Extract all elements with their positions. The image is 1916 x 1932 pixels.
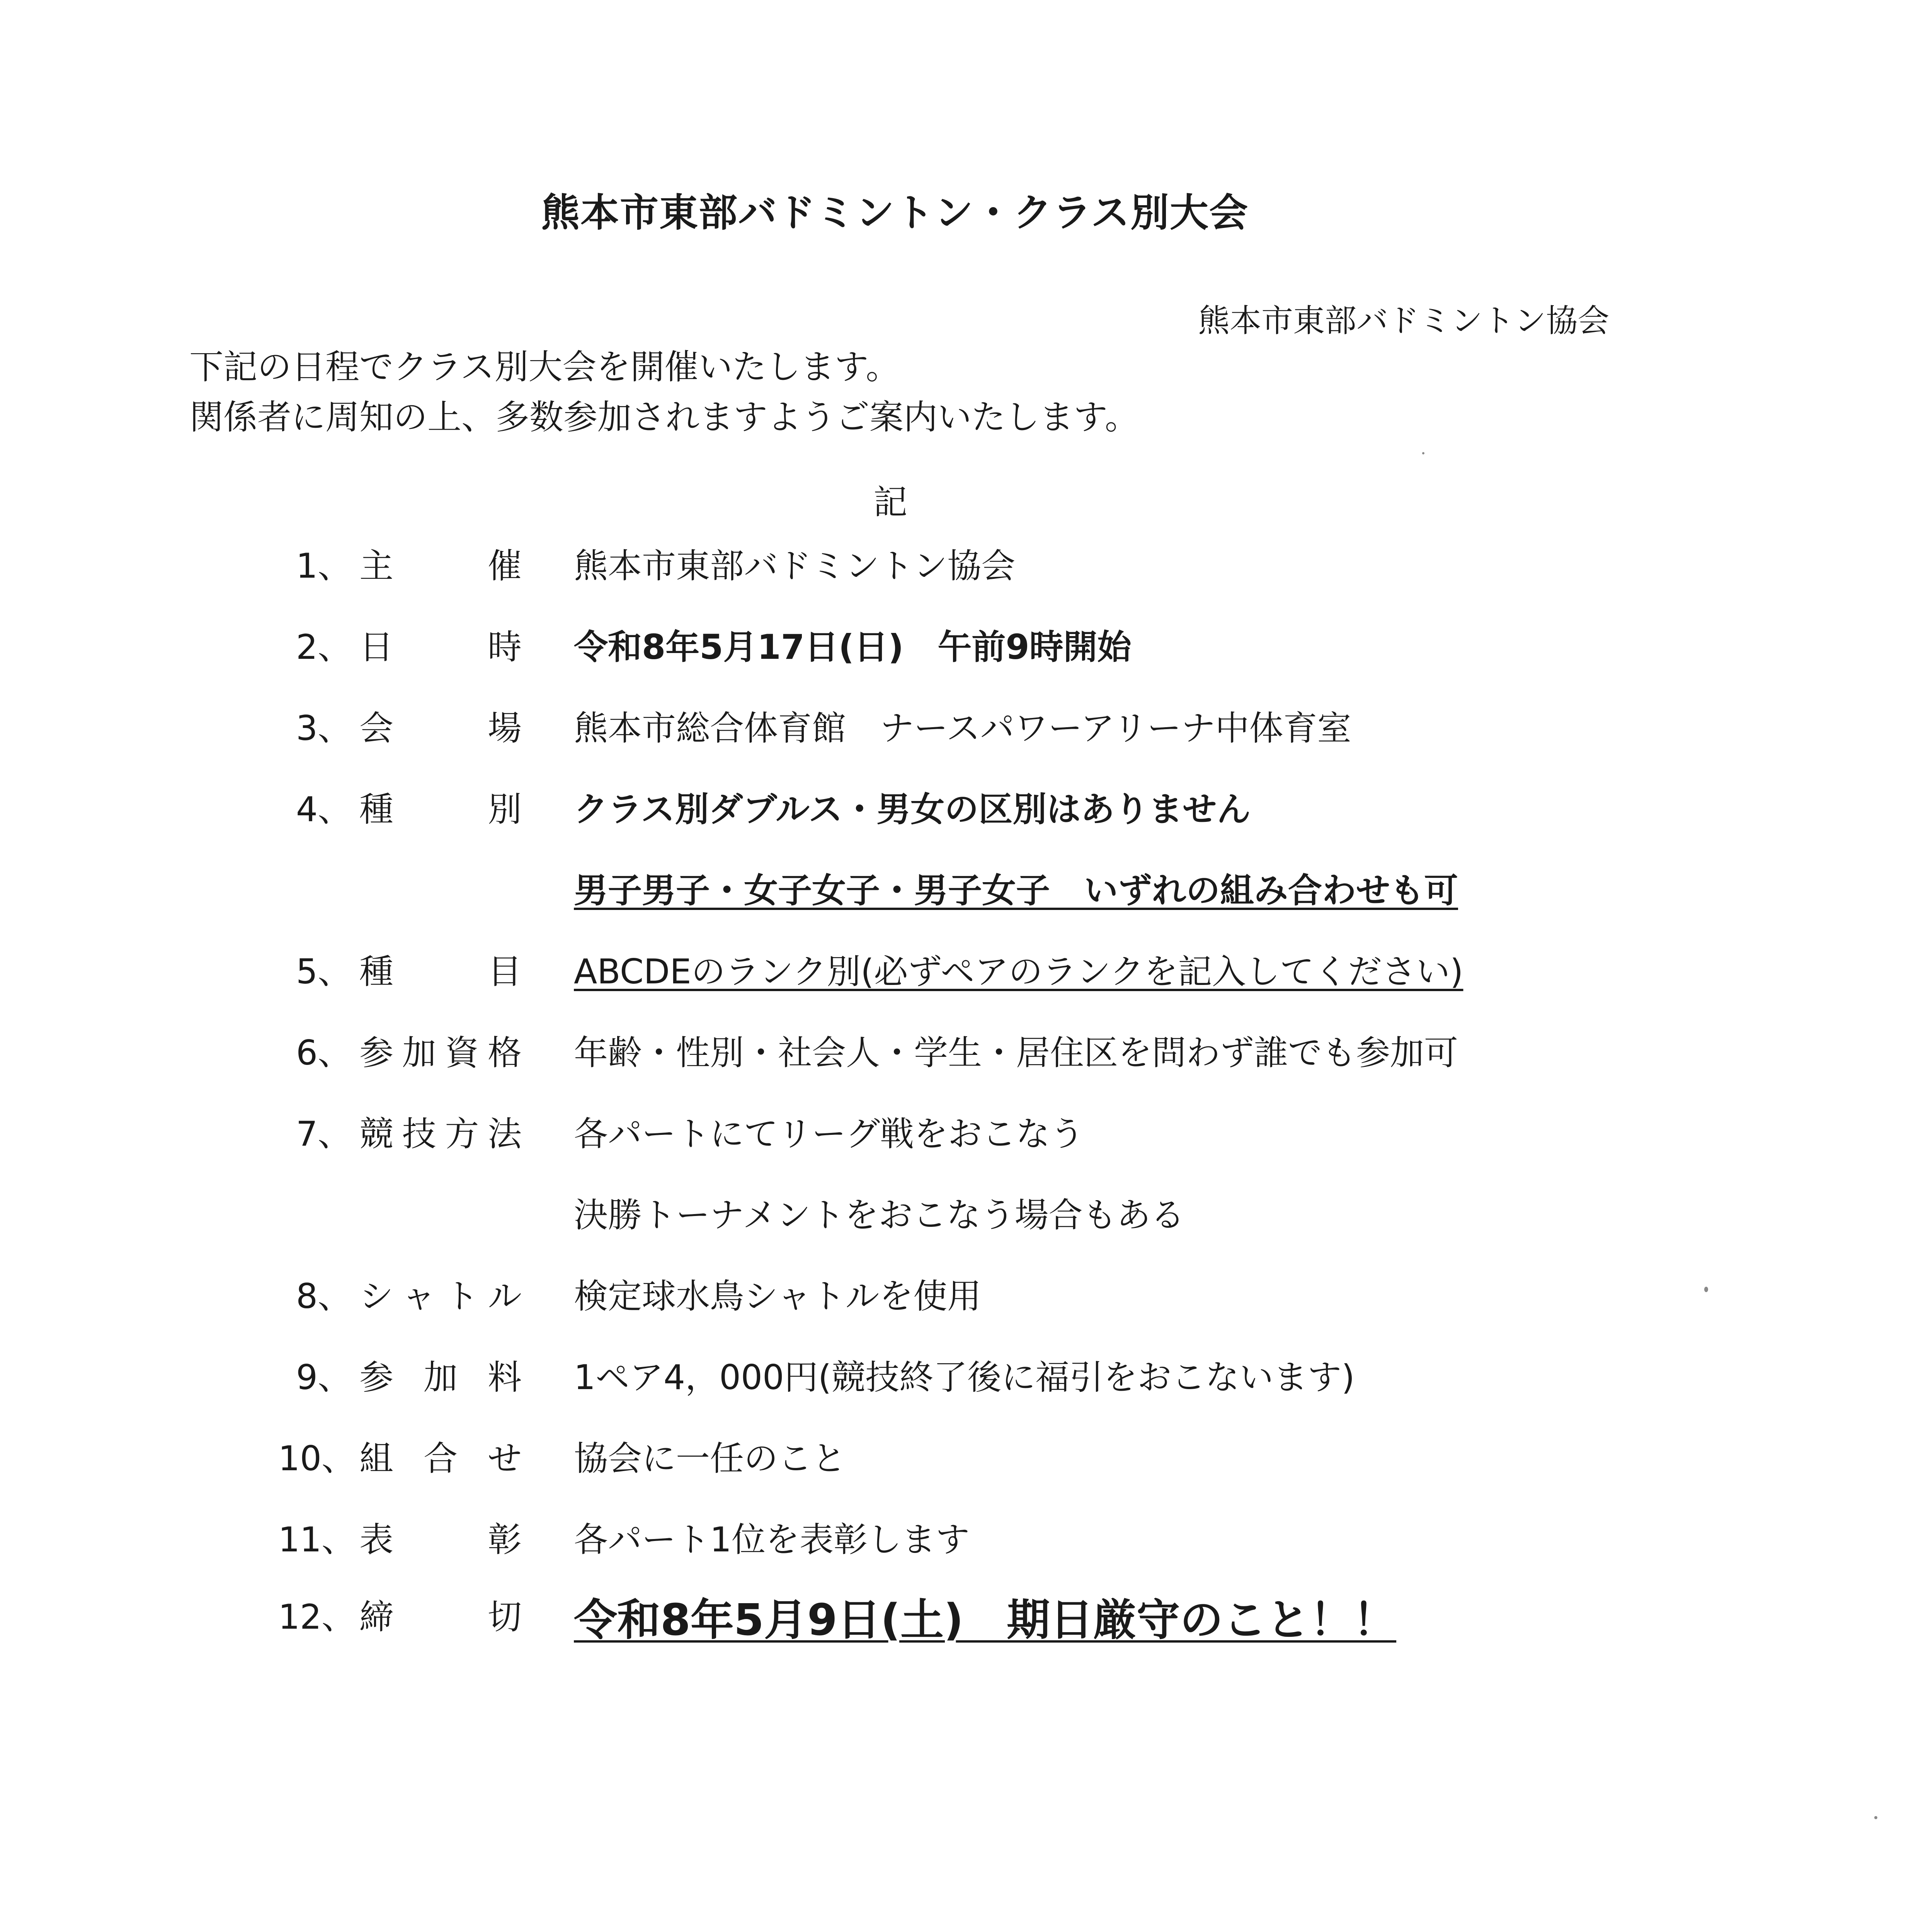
item-number: 3、 [296,708,352,748]
item-shuttle [0,1269,1916,1320]
scan-speck [1704,1287,1708,1292]
item-value: 令和8年5月17日(日) 午前9時開始 [574,627,1132,667]
item-value: 検定球水鳥シャトルを使用 [574,1276,982,1316]
item-value: 協会に一任のこと [574,1439,846,1478]
item-fee [0,1350,1916,1401]
item-number: 8、 [296,1276,352,1316]
item-number: 9、 [296,1357,352,1397]
scan-speck [1874,1816,1877,1819]
item-category [0,782,1916,833]
item-number: 6、 [296,1033,352,1073]
item-value: 令和8年5月9日(土) 期日厳守のこと！！ [574,1595,1397,1645]
item-value: 熊本市東部バドミントン協会 [574,546,1016,586]
item-label: 参加資格 [359,1033,522,1073]
item-number: 7、 [296,1114,352,1154]
item-label: 日 時 [359,627,522,667]
intro-line-2: 関係者に周知の上、多数参加されますようご案内いたします。 [189,397,1139,437]
item-number: 2、 [296,627,352,667]
item-label: 会 場 [359,708,522,748]
item-deadline [0,1590,1916,1645]
item-label: 締 切 [359,1597,522,1637]
item-awards [0,1513,1916,1563]
item-label: 競技方法 [359,1114,522,1154]
document-title: 熊本市東部バドミントン・クラス別大会 [541,190,1249,235]
item-organizer [0,539,1916,589]
item-format [0,1107,1916,1157]
item-category-continuation: 男子男子・女子女子・男子女子 いずれの組み合わせも可 [574,871,1458,910]
item-venue [0,701,1916,752]
item-label: 種 目 [359,952,522,992]
item-label: 参加料 [359,1357,522,1397]
item-value: ABCDEのランク別(必ずペアのランクを記入してください) [574,952,1463,992]
item-number: 12、 [278,1597,356,1637]
item-format-continuation: 決勝トーナメントをおこなう場合もある [574,1195,1185,1235]
item-number: 5、 [296,952,352,992]
item-pairing [0,1432,1916,1482]
organizer-header: 熊本市東部バドミントン協会 [1198,303,1610,339]
intro-line-1: 下記の日程でクラス別大会を開催いたします。 [189,347,900,387]
item-label: シャトル [359,1276,522,1316]
item-number: 10、 [278,1439,356,1478]
item-label: 種 別 [359,789,522,829]
item-value: 各パートにてリーグ戦をおこなう [574,1114,1084,1154]
item-value: 1ペア4，000円(競技終了後に福引をおこないます) [574,1357,1355,1397]
item-number: 1、 [296,546,352,586]
item-eligibility [0,1026,1916,1076]
item-value: クラス別ダブルス・男女の区別はありません [574,789,1251,829]
item-label: 組合せ [359,1439,522,1478]
scan-speck [1422,452,1424,454]
item-number: 4、 [296,789,352,829]
item-value: 年齢・性別・社会人・学生・居住区を問わず誰でも参加可 [574,1033,1458,1073]
ki-heading: 記 [873,482,908,522]
item-label: 表 彰 [359,1520,522,1560]
item-value: 各パート1位を表彰します [574,1520,970,1560]
item-event [0,945,1916,995]
item-value: 熊本市総合体育館 ナースパワーアリーナ中体育室 [574,708,1351,748]
item-datetime [0,620,1916,670]
item-label: 主 催 [359,546,522,586]
item-number: 11、 [278,1520,356,1560]
